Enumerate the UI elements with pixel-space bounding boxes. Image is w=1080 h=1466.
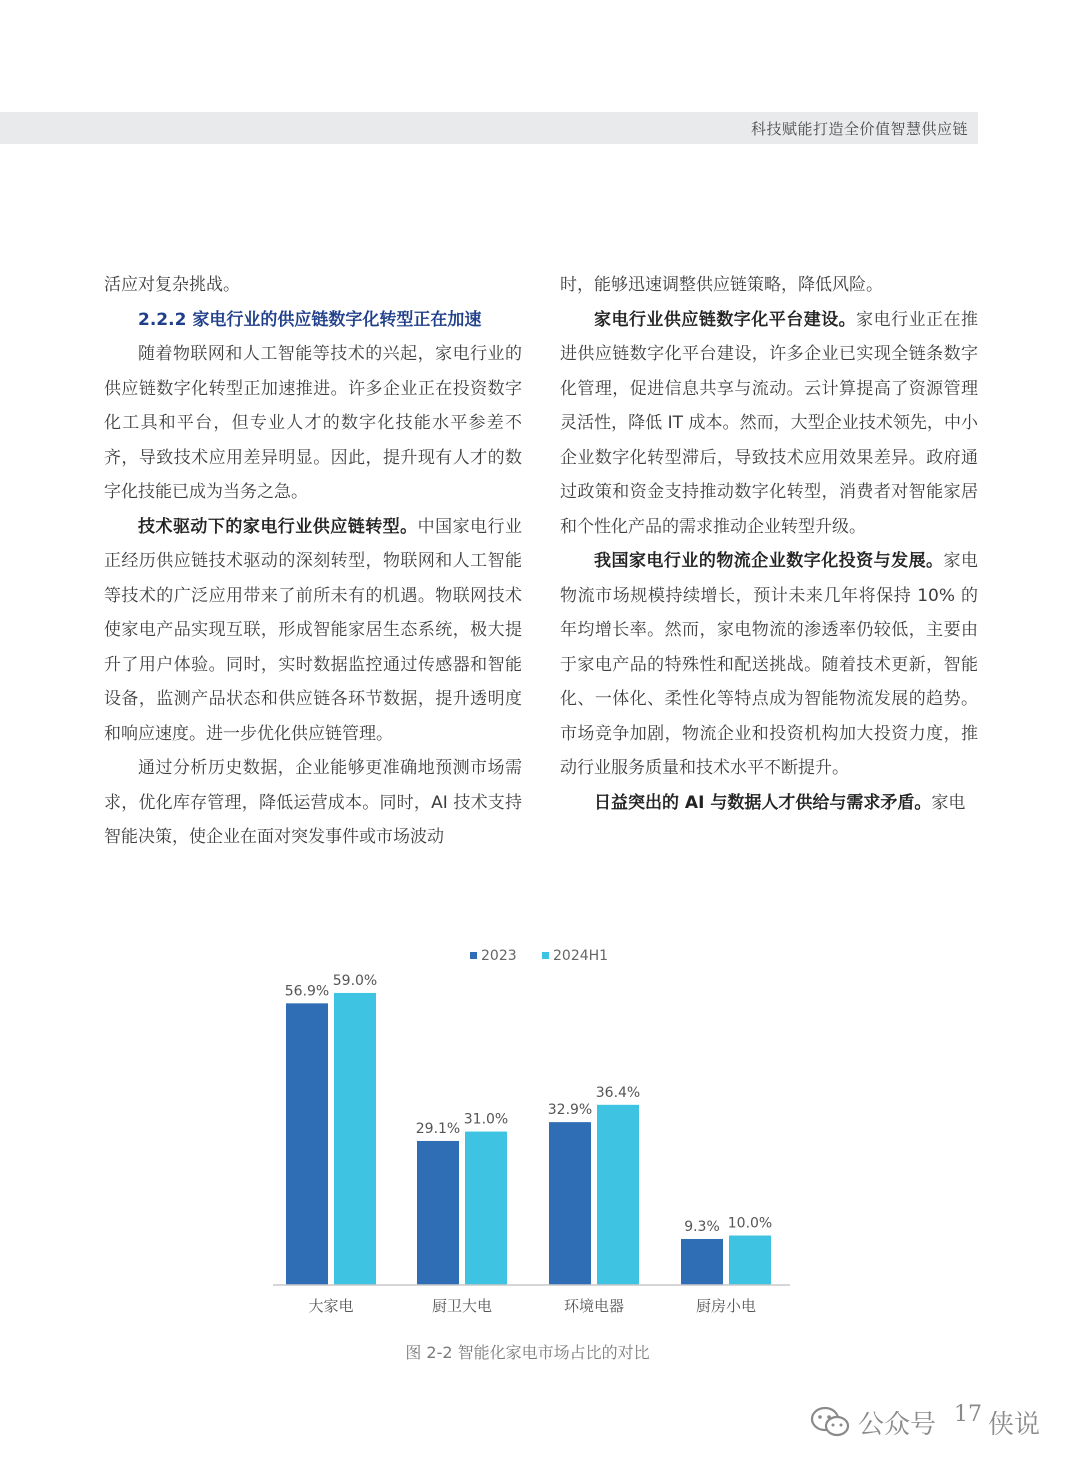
bar-label-2023-0: 56.9% <box>284 983 330 1000</box>
watermark-suffix <box>988 1400 1040 1444</box>
right-paragraph-3-body: 家电 <box>931 792 966 813</box>
bar-chart <box>0 930 1080 1330</box>
left-paragraph-2 <box>104 510 522 752</box>
category-label-2: 环境电器 <box>563 1297 625 1315</box>
left-paragraph-2-lead: 技术驱动下的家电行业供应链转型。 <box>138 516 418 537</box>
figure-caption: 图 2-2 智能化家电市场占比的对比 <box>405 1343 650 1362</box>
bar-2023-0 <box>286 1003 328 1285</box>
bar-chart-svg <box>0 930 1080 1330</box>
left-paragraph-3: 通过分析历史数据，企业能够更准确地预测市场需求，优化库存管理，降低运营成本。同时，AI 技术支持智能决策，使企业在面对突发事件或市场波动 <box>104 758 522 847</box>
bar-label-2024H1-2: 36.4% <box>595 1084 641 1101</box>
watermark-text: 公众号 <box>858 1409 937 1440</box>
left-paragraph-1: 随着物联网和人工智能等技术的兴起，家电行业的供应链数字化转型正加速推进。许多企业正在投资数字化工具和平台，但专业人才的数字化技能水平参差不齐，导致技术应用差异明显。因此，提升现有人才的数字化技能已成为当务之急。 <box>104 344 522 502</box>
page-number: 17 <box>954 1402 982 1427</box>
legend-swatch-2023 <box>470 952 477 959</box>
bar-2024H1-3 <box>729 1236 771 1286</box>
right-paragraph-2 <box>560 544 978 786</box>
wechat-icon <box>810 1405 850 1439</box>
left-column <box>104 268 522 855</box>
right-paragraph-0: 时，能够迅速调整供应链策略，降低风险。 <box>560 275 883 295</box>
category-label-0: 大家电 <box>308 1297 354 1315</box>
left-paragraph-2-body: 中国家电行业正经历供应链技术驱动的深刻转型，物联网和人工智能等技术的广泛应用带来了前所未有的机遇。物联网技术使家电产品实现互联，形成智能家居生态系统，极大提升了用户体验。同时，实时数据监控通过传感器和智能设备，监测产品状态和供应链各环节数据，提升透明度和响应速度。进一步优化供应链管理。 <box>104 516 523 744</box>
bar-label-2024H1-3: 10.0% <box>727 1215 773 1232</box>
header-band <box>0 112 978 144</box>
legend-label-2023: 2023 <box>481 948 517 964</box>
running-header-title: 科技赋能打造全价值智慧供应链 <box>750 120 968 138</box>
bar-2024H1-1 <box>465 1132 507 1285</box>
bar-label-2023-2: 32.9% <box>547 1102 593 1119</box>
bar-2024H1-0 <box>334 993 376 1285</box>
right-paragraph-2-lead: 我国家电行业的物流企业数字化投资与发展。 <box>594 551 944 571</box>
category-label-1: 厨卫大电 <box>431 1297 493 1315</box>
watermark <box>810 1400 936 1444</box>
bar-2024H1-2 <box>597 1105 639 1285</box>
bar-label-2023-1: 29.1% <box>415 1120 461 1137</box>
right-paragraph-1-body: 家电行业正在推进供应链数字化平台建设，许多企业已实现全链条数字化管理，促进信息共享与流动。云计算提高了资源管理灵活性，降低 IT 成本。然而，大型企业技术领先，中小企业数字化转型滞后，导致技术应用效果差异。政府通过政策和资金支持推动数字化转型，消费者对智能家居和个性化产品的需求推动企业转型升级。 <box>560 309 979 537</box>
bar-2023-3 <box>681 1239 723 1285</box>
right-paragraph-1 <box>560 303 978 545</box>
bar-2023-2 <box>549 1122 591 1285</box>
bar-label-2024H1-0: 59.0% <box>332 972 378 989</box>
left-paragraph-0: 活应对复杂挑战。 <box>104 275 240 295</box>
right-column <box>560 268 978 820</box>
category-label-3: 厨房小电 <box>695 1297 757 1315</box>
right-paragraph-2-body: 家电物流市场规模持续增长，预计未来几年将保持 10% 的年均增长率。然而，家电物流的渗透率仍较低，主要由于家电产品的特殊性和配送挑战。随着技术更新，智能化、一体化、柔性化等特点成为智能物流发展的趋势。市场竞争加剧，物流企业和投资机构加大投资力度，推动行业服务质量和技术水平不断提升。 <box>560 551 979 778</box>
right-paragraph-1-lead: 家电行业供应链数字化平台建设。 <box>594 309 857 330</box>
section-heading: 2.2.2 家电行业的供应链数字化转型正在加速 <box>138 309 482 330</box>
watermark-suffix-text: 侠说 <box>988 1409 1041 1440</box>
bar-label-2023-3: 9.3% <box>684 1218 720 1235</box>
bar-label-2024H1-1: 31.0% <box>463 1111 509 1128</box>
legend-swatch-2024H1 <box>542 952 549 959</box>
right-paragraph-3-lead: 日益突出的 AI 与数据人才供给与需求矛盾。 <box>594 792 932 813</box>
bar-2023-1 <box>417 1141 459 1285</box>
right-paragraph-3 <box>560 786 978 821</box>
legend-label-2024H1: 2024H1 <box>553 948 609 964</box>
